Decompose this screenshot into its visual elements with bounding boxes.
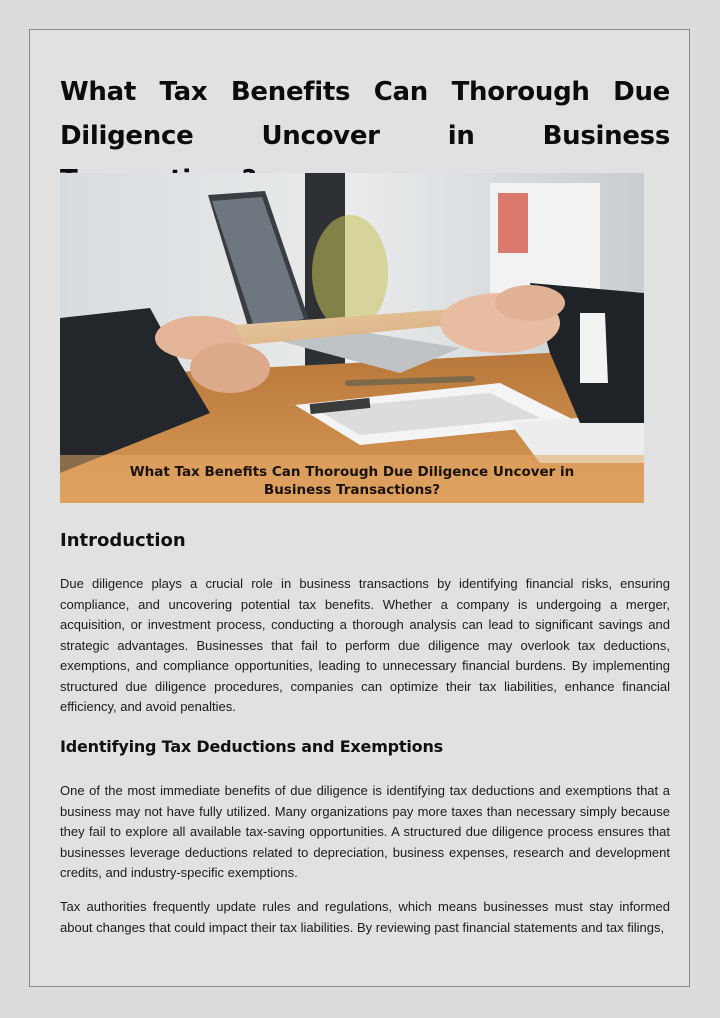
introduction-paragraph: Due diligence plays a crucial role in business transactions by identifying financial risks, ensuring compliance, and uncovering potential tax benefits. Whether a company is undergoing a merger, acquisition, or investment process, conducting a thorough analysis can lead to significant savings and strategic advantages. Businesses that fail to perform due diligence may overlook tax deductions, exemptions, and compliance opportunities, leading to unnecessary financial burdens. By implementing structured due diligence procedures, companies can optimize their tax liabilities, enhance financial efficiency, and avoid penalties.	[60, 576, 670, 714]
document-title: What Tax Benefits Can Thorough Due Diligence Uncover in Business	[60, 77, 670, 151]
tax-deductions-paragraph-1: One of the most immediate benefits of due diligence is identifying tax deductions and exemptions that a business may not have fully utilized. Many organizations pay more taxes than necessary simply because they fail to explore all available tax-saving opportunities. A structured due diligence process ensures that businesses leverage deductions related to depreciation, business expenses, research and development credits, and industry-specific exemptions.	[60, 783, 670, 880]
section-heading-tax-deductions: Identifying Tax Deductions and Exemptions	[60, 737, 443, 756]
hero-image	[60, 173, 644, 503]
section-heading-introduction: Introduction	[60, 530, 186, 551]
hero-caption-line-1: What Tax Benefits Can Thorough Due Diligence Uncover in	[129, 464, 575, 480]
handshake-envelope-illustration	[60, 173, 644, 503]
hero-caption-line-2: Business Transactions?	[263, 482, 441, 498]
document-page	[29, 29, 690, 987]
tax-deductions-paragraph-2: Tax authorities frequently update rules and regulations, which means businesses must stay informed about changes that could impact their tax liabilities. By reviewing past financial statements and tax filings,	[60, 899, 670, 935]
hero-caption	[60, 463, 644, 499]
